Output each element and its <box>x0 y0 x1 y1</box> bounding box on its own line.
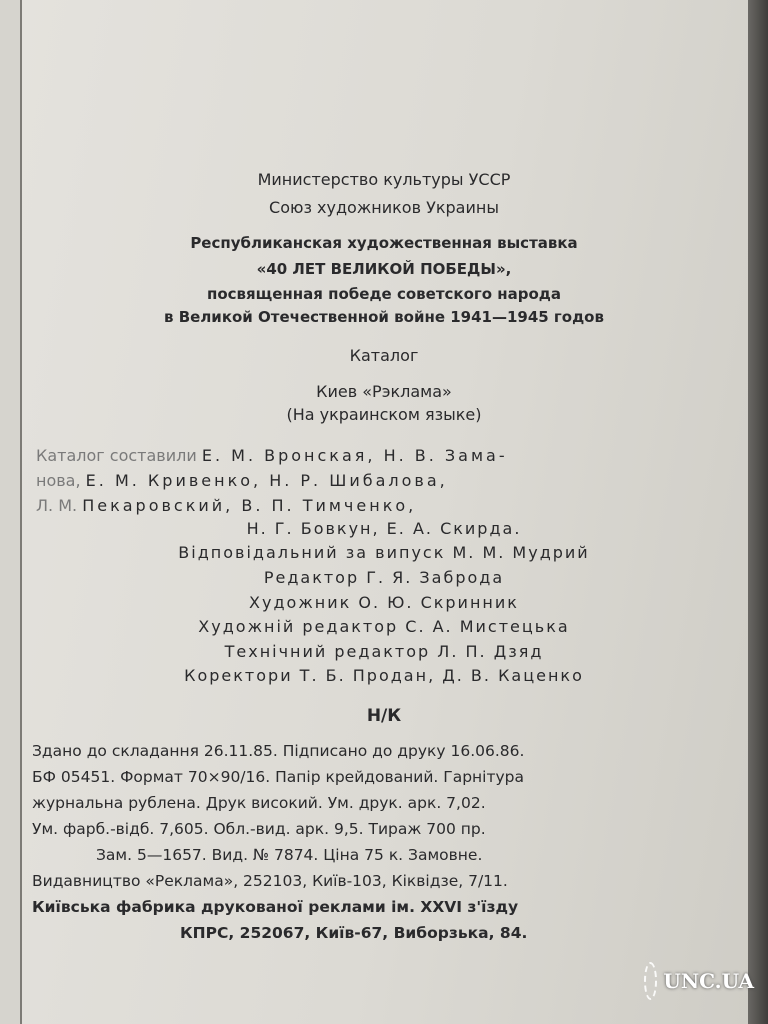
exhibition-title-line1: Республиканская художественная выставка <box>190 234 578 252</box>
compilers-line4: Н. Г. Бовкун, Е. А. Скирда. <box>246 519 522 538</box>
imprint-line6: Видавництво «Реклама», 252103, Київ-103, Кіквідзе, 7/11. <box>32 872 508 890</box>
imprint-line5: Зам. 5—1657. Вид. № 7874. Ціна 75 к. Замовне. <box>96 846 483 864</box>
compilers-line2-start: нова, <box>36 471 81 490</box>
exhibition-title-line2: «40 ЛЕТ ВЕЛИКОЙ ПОБЕДЫ», <box>256 260 512 278</box>
imprint-line7: Київська фабрика друкованої реклами ім. XXVI з'їзду <box>32 898 519 916</box>
ministry-line: Министерство культуры УССР <box>257 170 511 189</box>
imprint-line1: Здано до складання 26.11.85. Підписано до друку 16.06.86. <box>32 742 525 760</box>
publisher-line: Киев «Рэклама» <box>316 382 452 401</box>
site-watermark <box>644 956 754 1006</box>
nk-mark: Н/К <box>366 706 402 726</box>
exhibition-title-line4: в Великой Отечественной войне 1941—1945 годов <box>164 308 604 326</box>
proofreaders-line: Коректори Т. Б. Продан, Д. В. Каценко <box>184 666 584 685</box>
artist-line: Художник О. Ю. Скринник <box>249 593 519 612</box>
union-line: Союз художников Украины <box>269 198 499 217</box>
compilers-line1 <box>36 446 508 465</box>
compilers-line3-start: Л. М. <box>36 496 78 515</box>
compilers-names-2: Е. М. Кривенко, Н. Р. Шибалова, <box>85 471 448 490</box>
imprint-line2: БФ 05451. Формат 70×90/16. Папір крейдований. Гарнітура <box>32 768 525 786</box>
compilers-names-1: Е. М. Вронская, Н. В. Зама- <box>201 446 508 465</box>
compilers-label: Каталог составили <box>36 446 197 465</box>
page-edge-shadow <box>748 0 768 1024</box>
editor-line: Редактор Г. Я. Заброда <box>263 568 505 587</box>
art-editor-line: Художній редактор С. А. Мистецька <box>198 617 570 636</box>
catalog-label: Каталог <box>349 346 419 365</box>
sun-seal-icon <box>644 962 657 1000</box>
compilers-line3 <box>36 496 416 515</box>
watermark-text: UNC.UA <box>663 969 754 993</box>
imprint-line4: Ум. фарб.-відб. 7,605. Обл.-вид. арк. 9,5. Тираж 700 пр. <box>32 820 486 838</box>
imprint-line8: КПРС, 252067, Київ-67, Виборзька, 84. <box>180 924 528 942</box>
exhibition-title-line3: посвященная победе советского народа <box>206 285 562 303</box>
responsible-line: Відповідальний за випуск М. М. Мудрий <box>178 543 590 562</box>
compilers-line2 <box>36 471 448 490</box>
tech-editor-line: Технічний редактор Л. П. Дзяд <box>224 642 544 661</box>
imprint-line3: журнальна рублена. Друк високий. Ум. друк. арк. 7,02. <box>32 794 486 812</box>
language-note: (На украинском языке) <box>286 405 482 424</box>
compilers-names-3: Пекаровский, В. П. Тимченко, <box>82 496 417 515</box>
